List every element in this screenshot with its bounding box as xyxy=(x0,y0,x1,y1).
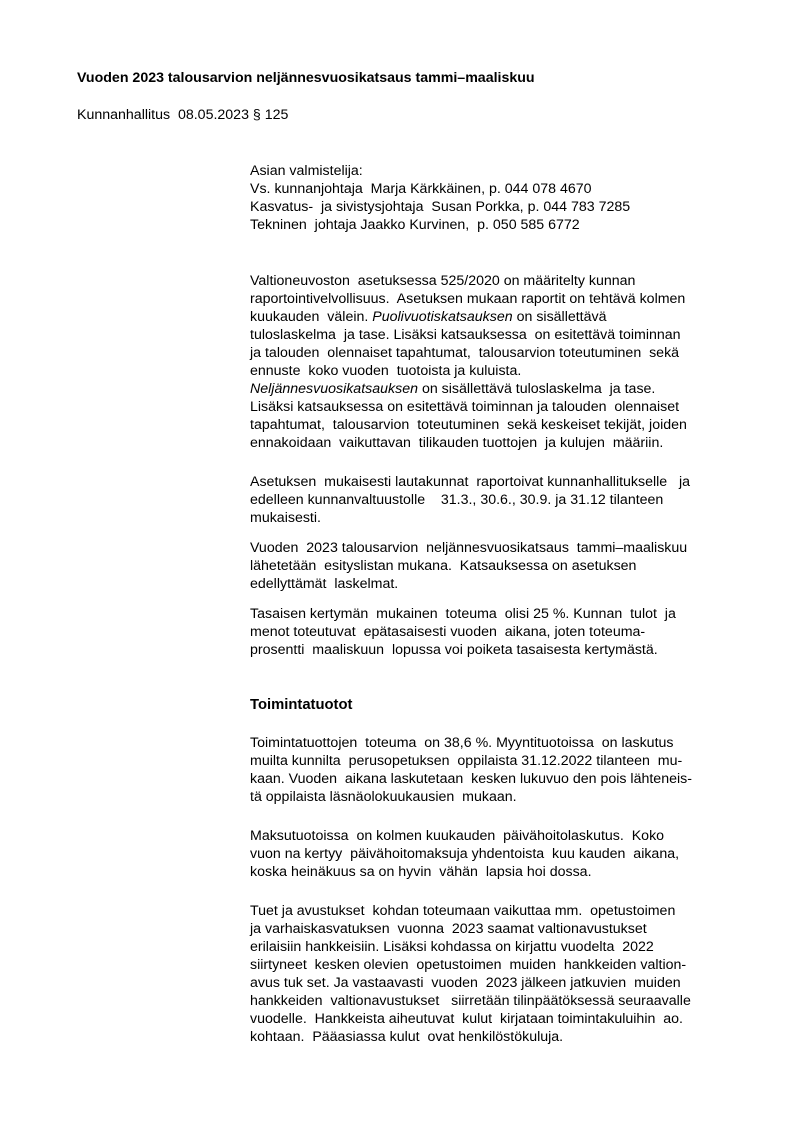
preparers-heading: Asian valmistelija: xyxy=(250,163,363,179)
text-line: Valtioneuvoston asetuksessa 525/2020 on määritelty kunnan xyxy=(250,273,636,289)
text-line: Toimintatuottojen toteuma on 38,6 %. Myyntituotoissa on laskutus xyxy=(250,735,674,751)
text-line: edellyttämät laskelmat. xyxy=(250,576,399,592)
text-line: muilta kunnilta perusopetuksen oppilaista 31.12.2022 tilanteen mu- xyxy=(250,753,683,769)
text-line: Tuet ja avustukset kohdan toteumaan vaikuttaa mm. opetustoimen xyxy=(250,903,676,919)
text-line: tuloslaskelma ja tase. Lisäksi katsauksessa on esitettävä toiminnan xyxy=(250,327,681,343)
text-line: tapahtumat, talousarvion toteutuminen sekä keskeiset tekijät, joiden xyxy=(250,417,687,433)
text-line: tä oppilaista läsnäolokuukausien mukaan. xyxy=(250,789,517,805)
text-line: siirtyneet kesken olevien opetustoimen muiden hankkeiden valtion- xyxy=(250,957,687,973)
text-line: vuodelle. Hankkeista aiheutuvat kulut kirjataan toimintakuluihin ao. xyxy=(250,1011,683,1027)
text-line xyxy=(250,380,655,398)
text-line: menot toteutuvat epätasaisesti vuoden aikana, joten toteuma- xyxy=(250,624,646,640)
text-line: Asetuksen mukaisesti lautakunnat raportoivat kunnanhallitukselle ja xyxy=(250,474,691,490)
text-line: Maksutuotoissa on kolmen kuukauden päivähoitolaskutus. Koko xyxy=(250,828,665,844)
text-run: kuukauden välein. xyxy=(250,309,373,325)
text-line: hankkeiden valtionavustukset siirretään tilinpäätöksessä seuraavalle xyxy=(250,993,691,1009)
text-line: koska heinäkuus sa on hyvin vähän lapsia hoi dossa. xyxy=(250,864,592,880)
text-line: erilaisiin hankkeisiin. Lisäksi kohdassa on kirjattu vuodelta 2022 xyxy=(250,939,654,955)
text-line: Lisäksi katsauksessa on esitettävä toiminnan ja talouden olennaiset xyxy=(250,399,680,415)
text-line: prosentti maaliskuun lopussa voi poiketa tasaisesta kertymästä. xyxy=(250,642,658,658)
text-line: ja talouden olennaiset tapahtumat, talousarvion toteutuminen sekä xyxy=(250,345,680,361)
text-line: ennuste koko vuoden tuotoista ja kuluista. xyxy=(250,363,522,379)
text-line: mukaisesti. xyxy=(250,510,321,526)
text-line xyxy=(250,308,607,326)
italic-term: Neljännesvuosikatsauksen xyxy=(250,381,418,397)
text-run: on sisällettävä tuloslaskelma ja tase. xyxy=(418,381,656,397)
text-line: edelleen kunnanvaltuustolle 31.3., 30.6., 30.9. ja 31.12 tilanteen xyxy=(250,492,664,508)
text-line: Vuoden 2023 talousarvion neljännesvuosikatsaus tammi–maaliskuu xyxy=(250,540,688,556)
section-heading: Toimintatuotot xyxy=(250,697,353,713)
preparer-line: Vs. kunnanjohtaja Marja Kärkkäinen, p. 044 078 4670 xyxy=(250,181,592,197)
text-line: ja varhaiskasvatuksen vuonna 2023 saamat valtionavustukset xyxy=(250,921,647,937)
preparer-line: Tekninen johtaja Jaakko Kurvinen, p. 050 585 6772 xyxy=(250,217,580,233)
preparer-line: Kasvatus- ja sivistysjohtaja Susan Porkka, p. 044 783 7285 xyxy=(250,199,631,215)
text-line: Tasaisen kertymän mukainen toteuma olisi 25 %. Kunnan tulot ja xyxy=(250,606,676,622)
text-line: kohtaan. Pääasiassa kulut ovat henkilöstökuluja. xyxy=(250,1029,564,1045)
text-line: vuon na kertyy päivähoitomaksuja yhdentoista kuu kauden aikana, xyxy=(250,846,680,862)
text-line: lähetetään esityslistan mukana. Katsauksessa on asetuksen xyxy=(250,558,637,574)
italic-term: Puolivuotiskatsauksen xyxy=(372,309,513,325)
meeting-reference: Kunnanhallitus 08.05.2023 § 125 xyxy=(77,107,289,123)
document-title: Vuoden 2023 talousarvion neljännesvuosikatsaus tammi–maaliskuu xyxy=(77,70,535,86)
text-line: avus tuk set. Ja vastaavasti vuoden 2023 jälkeen jatkuvien muiden xyxy=(250,975,681,991)
text-run: on sisällettävä xyxy=(512,309,607,325)
text-line: ennakoidaan vaikuttavan tilikauden tuottojen ja kulujen määriin. xyxy=(250,435,664,451)
text-line: kaan. Vuoden aikana laskutetaan kesken lukuvuo den pois lähteneis- xyxy=(250,771,692,787)
text-line: raportointivelvollisuus. Asetuksen mukaan raportit on tehtävä kolmen xyxy=(250,291,686,307)
